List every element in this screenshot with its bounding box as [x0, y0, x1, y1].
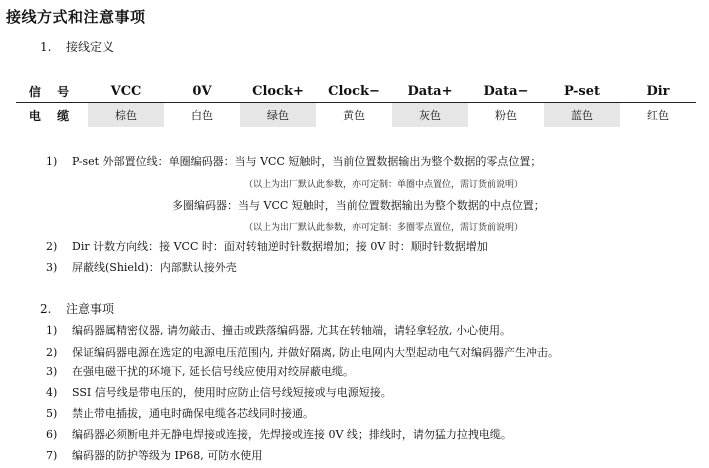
note-1-line-a	[46, 153, 541, 169]
precaution-text: 编码器的防护等级为 IP68, 可防水使用	[72, 449, 263, 462]
cable-color-data-plus: 灰色	[392, 103, 468, 128]
precaution-number: 3)	[46, 365, 58, 378]
document-title: 接线方式和注意事项	[6, 8, 146, 26]
precaution-text: SSI 信号线是带电压的，使用时应防止信号线短接或与电源短接。	[72, 386, 392, 399]
precaution-item	[46, 405, 314, 421]
signal-clock-minus: Clock−	[316, 80, 392, 103]
section-1-heading	[40, 38, 114, 55]
note-1-text-b: 多圈编码器：当与 VCC 短触时，当前位置数据输出为整个数据的中点位置；	[172, 199, 545, 212]
signal-dir: Dir	[620, 80, 696, 103]
cable-color-0v: 白色	[191, 109, 213, 122]
precaution-text: 禁止带电插拔，通电时确保电缆各芯线同时接通。	[72, 407, 314, 420]
cable-color-dir: 红色	[647, 109, 669, 122]
precaution-item	[46, 426, 512, 442]
section-1-number: 1.	[40, 40, 52, 54]
precaution-number: 7)	[46, 449, 58, 462]
note-3-line	[46, 259, 237, 275]
signal-clock-plus: Clock+	[240, 80, 316, 103]
note-1-text-a: P-set 外部置位线：单圈编码器：当与 VCC 短触时，当前位置数据输出为整个数据的零点位置；	[72, 155, 542, 168]
section-2-heading	[40, 300, 114, 317]
note-3-text: 屏蔽线(Shield)：内部默认接外壳	[72, 261, 237, 274]
cable-color-p-set: 蓝色	[544, 103, 620, 128]
cable-color-data-minus: 粉色	[495, 109, 517, 122]
precaution-item	[46, 384, 392, 400]
section-2-label: 注意事项	[66, 302, 115, 316]
signal-data-minus: Data−	[468, 80, 544, 103]
precaution-number: 2)	[46, 346, 58, 359]
precaution-number: 6)	[46, 428, 58, 441]
precaution-number: 5)	[46, 407, 58, 420]
note-1-sub-b: （以上为出厂默认此参数，亦可定制：多圈零点置位，需订货前说明）	[244, 223, 524, 233]
note-2-line	[46, 238, 488, 254]
precaution-item	[46, 363, 354, 379]
precaution-item	[46, 322, 511, 338]
precaution-text: 编码器属精密仪器, 请勿敲击、撞击或跌落编码器, 尤其在转轴端，请轻拿轻放, 小心使用。	[72, 324, 511, 337]
precaution-text: 编码器必须断电并无静电焊接或连接，先焊接或连接 0V 线；排线时，请勿猛力拉拽电缆。	[72, 428, 512, 441]
signal-label: 信 号	[16, 80, 88, 103]
precaution-text: 保证编码器电源在选定的电源电压范围内, 并做好隔离, 防止电网内大型起动电气对编码器产生冲击。	[72, 346, 559, 359]
signal-data-plus: Data+	[392, 80, 468, 103]
section-1-label: 接线定义	[66, 40, 115, 54]
cable-color-row	[16, 103, 696, 128]
signal-vcc: VCC	[88, 80, 164, 103]
precaution-item	[46, 344, 559, 360]
signal-header-row	[16, 80, 696, 103]
cable-color-vcc: 棕色	[88, 103, 164, 128]
note-2-number: 2)	[46, 240, 58, 253]
signal-0v: 0V	[164, 80, 240, 103]
precaution-text: 在强电磁干扰的环境下, 延长信号线应使用对绞屏蔽电缆。	[72, 365, 354, 378]
note-3-number: 3)	[46, 261, 58, 274]
note-2-text: Dir 计数方向线：接 VCC 时：面对转轴逆时针数据增加；接 0V 时：顺时针数据增加	[72, 240, 488, 253]
note-1-sub-a: （以上为出厂默认此参数，亦可定制：单圈中点置位，需订货前说明）	[244, 180, 524, 190]
precaution-number: 1)	[46, 324, 58, 337]
note-1-number: 1)	[46, 155, 58, 168]
wiring-table	[16, 80, 696, 127]
signal-p-set: P-set	[544, 80, 620, 103]
precaution-number: 4)	[46, 386, 58, 399]
cable-color-clock-plus: 绿色	[240, 103, 316, 128]
precaution-item	[46, 447, 262, 463]
cable-label: 电 缆	[28, 108, 76, 123]
section-2-number: 2.	[40, 302, 52, 316]
cable-color-clock-minus: 黄色	[343, 109, 365, 122]
